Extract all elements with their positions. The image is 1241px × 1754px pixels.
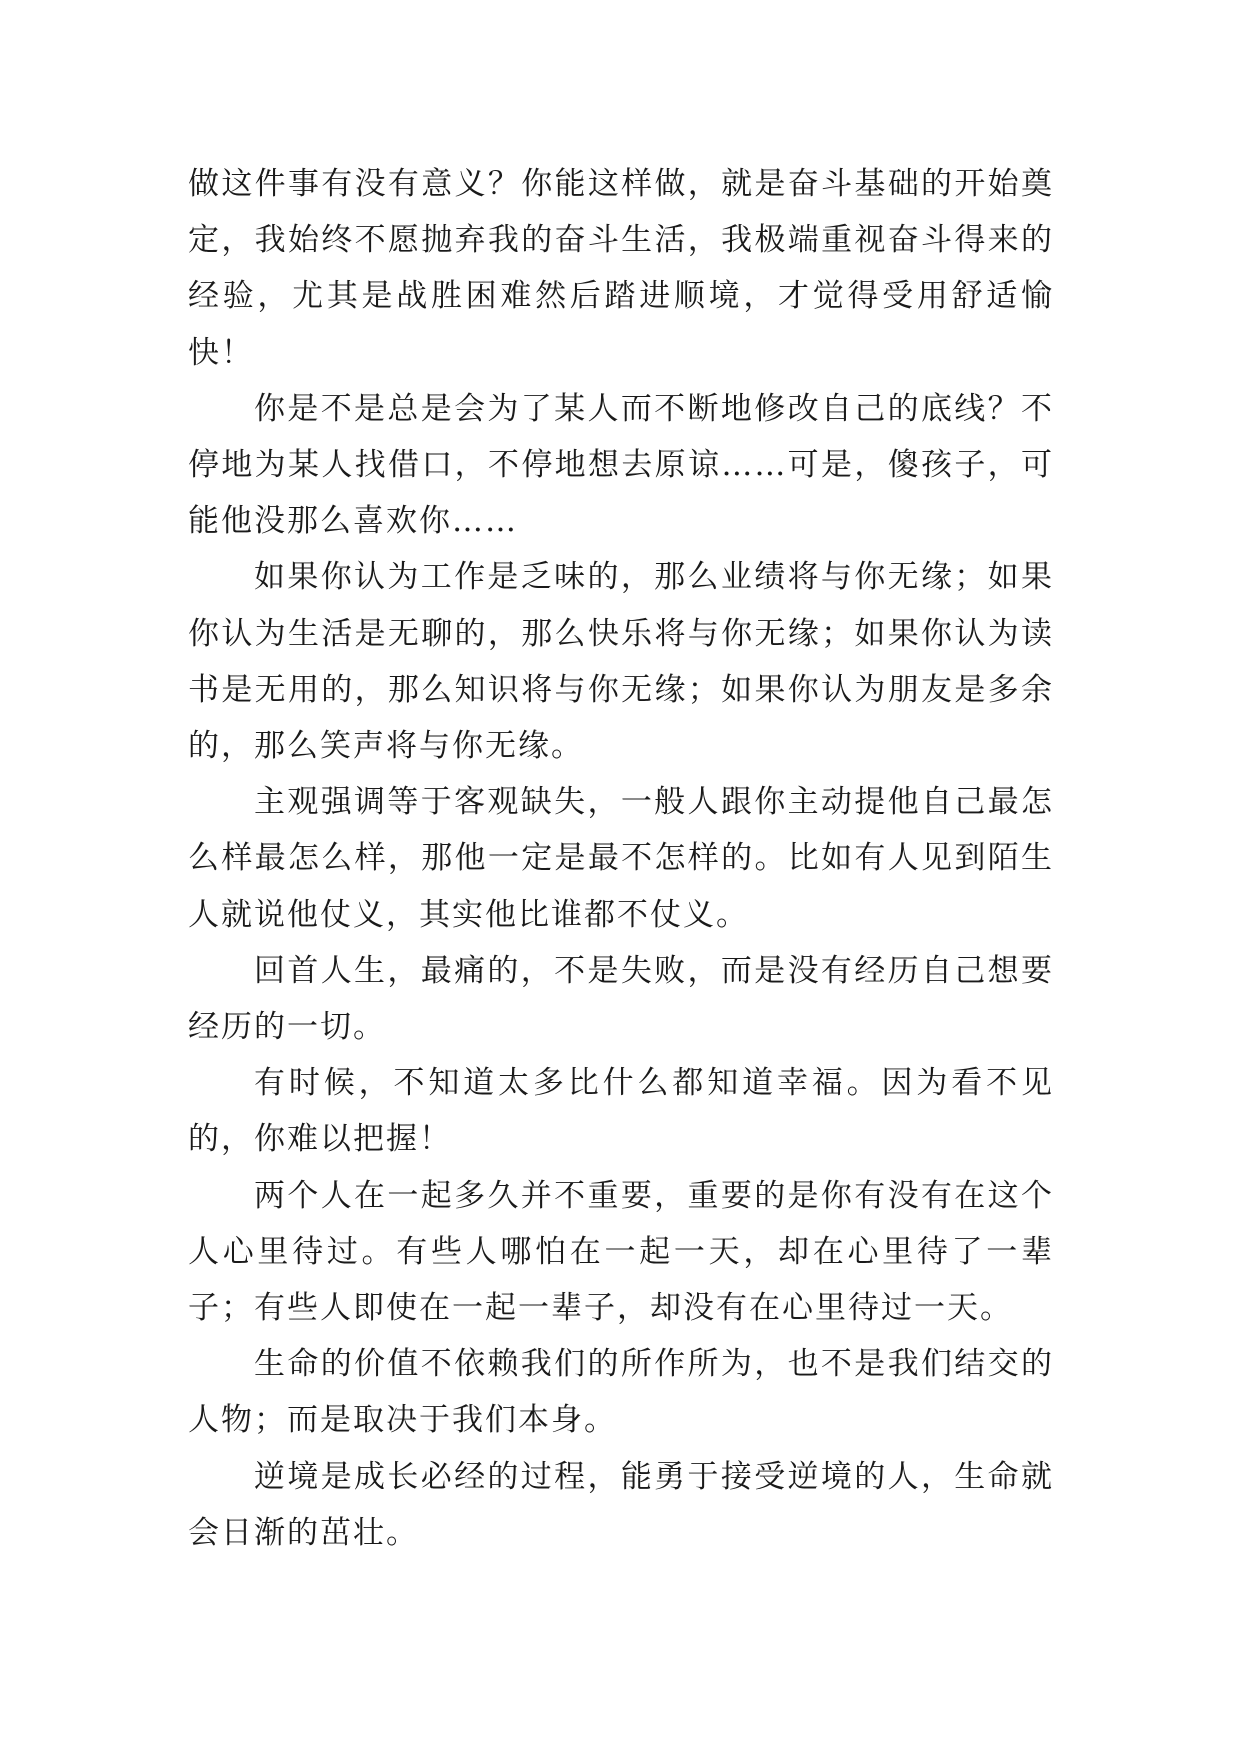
paragraph: 两个人在一起多久并不重要，重要的是你有没有在这个人心里待过。有些人哪怕在一起一天，却在心里待了一辈子；有些人即使在一起一辈子，却没有在心里待过一天。 — [188, 1177, 1054, 1327]
paragraph: 有时候，不知道太多比什么都知道幸福。因为看不见的，你难以把握！ — [188, 1065, 1054, 1158]
paragraph: 逆境是成长必经的过程，能勇于接受逆境的人，生命就会日渐的茁壮。 — [188, 1458, 1054, 1551]
document-body — [188, 156, 1054, 1561]
paragraph: 如果你认为工作是乏味的，那么业绩将与你无缘；如果你认为生活是无聊的，那么快乐将与你无缘；如果你认为读书是无用的，那么知识将与你无缘；如果你认为朋友是多余的，那么笑声将与你无缘。 — [188, 559, 1054, 765]
paragraph: 做这件事有没有意义？你能这样做，就是奋斗基础的开始奠定，我始终不愿抛弃我的奋斗生活，我极端重视奋斗得来的经验，尤其是战胜困难然后踏进顺境，才觉得受用舒适愉快！ — [188, 166, 1054, 371]
paragraph: 生命的价值不依赖我们的所作所为，也不是我们结交的人物；而是取决于我们本身。 — [188, 1346, 1054, 1439]
paragraph: 你是不是总是会为了某人而不断地修改自己的底线？不停地为某人找借口，不停地想去原谅……可是，傻孩子，可能他没那么喜欢你…… — [188, 390, 1054, 540]
paragraph: 主观强调等于客观缺失，一般人跟你主动提他自己最怎么样最怎么样，那他一定是最不怎样的。比如有人见到陌生人就说他仗义，其实他比谁都不仗义。 — [188, 784, 1054, 933]
paragraph: 回首人生，最痛的，不是失败，而是没有经历自己想要经历的一切。 — [188, 952, 1054, 1046]
